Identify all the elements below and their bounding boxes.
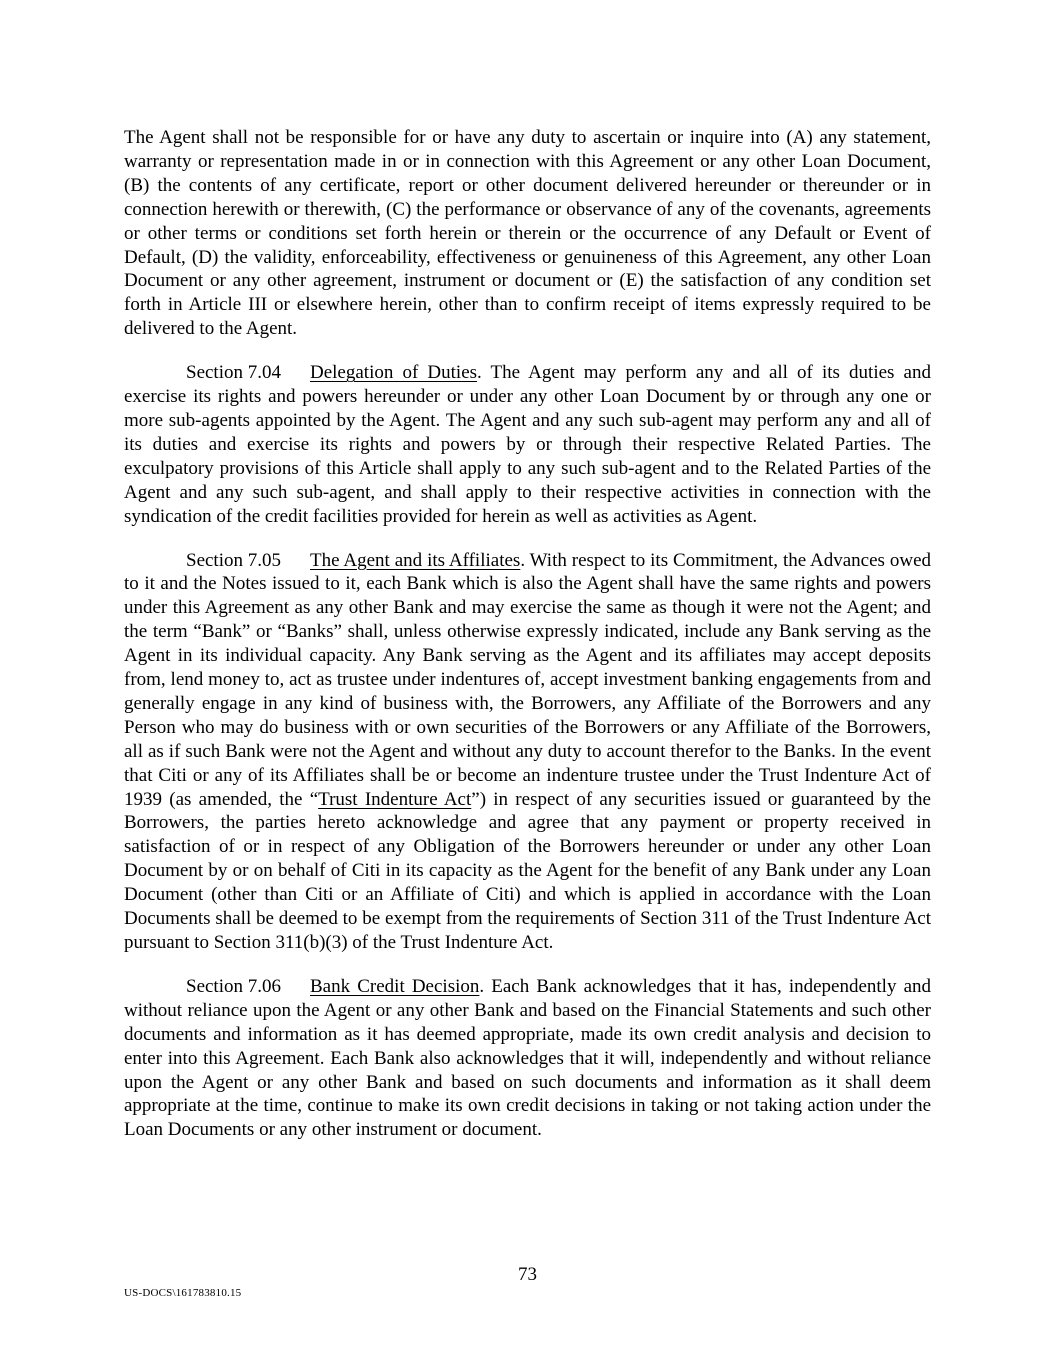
document-body <box>124 126 931 1162</box>
paragraph-agent-responsibility <box>124 126 931 341</box>
defined-term: Trust Indenture Act <box>318 788 472 810</box>
section-7-06-paragraph <box>124 975 931 1142</box>
section-number: Section 7.06 <box>186 975 281 997</box>
section-heading: Delegation of Duties <box>310 362 478 384</box>
section-heading: The Agent and its Affiliates <box>310 549 521 571</box>
paragraph-text: The Agent shall not be responsible for or have any duty to ascertain or inquire into (A) any statement, warranty or representation made in or in connection with this Agreement or any other Loan Document, (B) the contents of any certificate, report or other document delivered hereunder or thereunder or in connection herewith or therewith, (C) the performance or observance of any of the covenants, agreements or other terms or conditions set forth herein or therein or the occurrence of any Default or Event of Default, (D) the validity, enforceability, effectiveness or genuineness of this Agreement, any other Loan Document or any other agreement, instrument or document or (E) the satisfaction of any condition set forth in Article III or elsewhere herein, other than to confirm receipt of items expressly required to be delivered to the Agent. <box>124 127 931 340</box>
document-id: US-DOCS\161783810.15 <box>124 1287 242 1299</box>
section-7-05-paragraph <box>124 549 931 955</box>
section-text-continued: ”) in respect of any securities issued or guaranteed by the Borrowers, the parties hereto acknowledge and agree that any payment or property received in satisfaction of or in respect of any Obligation of the Borrowers hereunder or under any other Loan Document by or on behalf of Citi in its capacity as the Agent for the benefit of any Bank under any Loan Document (other than Citi or an Affiliate of Citi) and which is applied in accordance with the Loan Documents shall be deemed to be exempt from the requirements of Section 311 of the Trust Indenture Act pursuant to Section 311(b)(3) of the Trust Indenture Act. <box>124 788 931 953</box>
page-number: 73 <box>518 1264 537 1285</box>
section-text: . Each Bank acknowledges that it has, independently and without reliance upon the Agent or any other Bank and based on the Financial Statements and such other documents and information as it has deemed appropriate, made its own credit analysis and decision to enter into this Agreement. Each Bank also acknowledges that it will, independently and without reliance upon the Agent or any other Bank and based on such documents and information as it shall deem appropriate at the time, continue to make its own credit decisions in taking or not taking action under the Loan Documents or any other instrument or document. <box>124 975 932 1141</box>
section-number: Section 7.05 <box>186 549 281 571</box>
section-text: . With respect to its Commitment, the Advances owed to it and the Notes issued to it, each Bank which is also the Agent shall have the same rights and powers under this Agreement as any other Bank and may exercise the same as though it were not the Agent; and the term “Bank” or “Banks” shall, unless otherwise expressly indicated, include any Bank serving as the Agent in its individual capacity. Any Bank serving as the Agent and its affiliates may accept deposits from, lend money to, act as trustee under indentures of, accept investment banking engagements from and generally engage in any kind of business with, the Borrowers, any Affiliate of the Borrowers and any Person who may do business with or own securities of the Borrowers or any Affiliate of the Borrowers, all as if such Bank were not the Agent and without any duty to account therefor to the Banks. In the event that Citi or any of its Affiliates shall be or become an indenture trustee under the Trust Indenture Act of 1939 (as amended, the “ <box>124 549 932 810</box>
section-text: . The Agent may perform any and all of its duties and exercise its rights and powers hereunder or under any other Loan Document by or through any one or more sub-agents appointed by the Agent. The Agent and any such sub-agent may perform any and all of its duties and exercise its rights and powers by or through their respective Related Parties. The exculpatory provisions of this Article shall apply to any such sub-agent and to the Related Parties of the Agent and any such sub-agent, and shall apply to their respective activities in connection with the syndication of the credit facilities provided for herein as well as activities as Agent. <box>124 362 931 527</box>
section-number: Section 7.04 <box>186 362 281 384</box>
section-heading: Bank Credit Decision <box>310 975 480 997</box>
section-7-04-paragraph <box>124 361 931 528</box>
